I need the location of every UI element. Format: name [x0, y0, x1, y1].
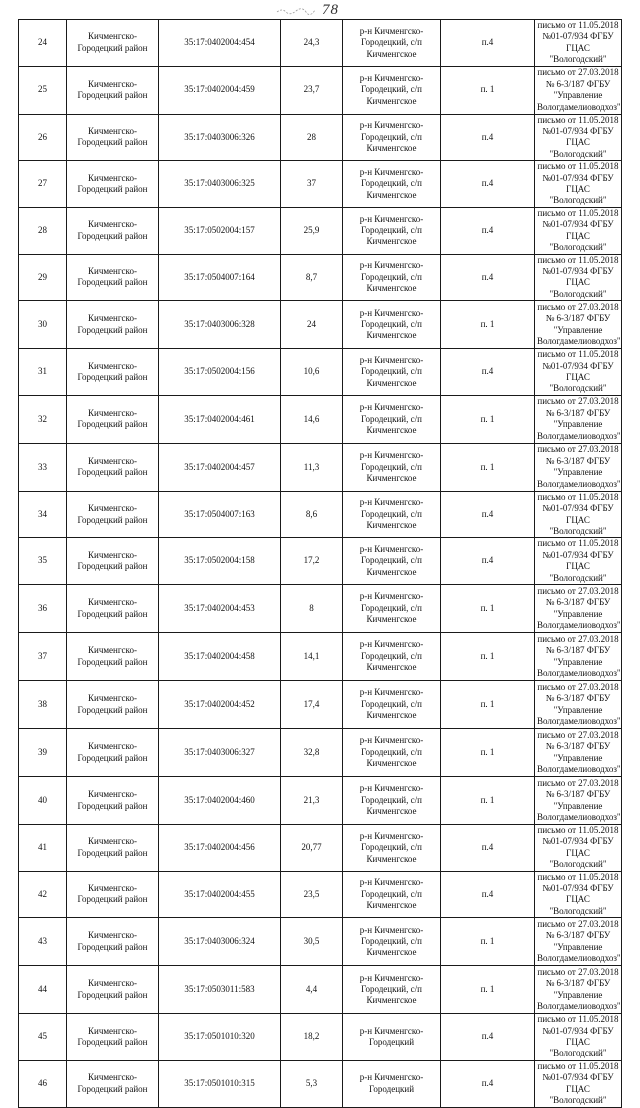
criterion-point: п.4	[441, 491, 535, 538]
criterion-point: п. 1	[441, 777, 535, 825]
row-number: 39	[19, 729, 67, 777]
district-name: Кичменгско-Городецкий район	[67, 20, 159, 67]
district-name: Кичменгско-Городецкий район	[67, 918, 159, 966]
plot-location: р-н Кичменгско-Городецкий, с/п Кичменгское	[343, 871, 441, 918]
plot-area: 23,5	[281, 871, 343, 918]
criterion-point: п.4	[441, 871, 535, 918]
basis-letter: письмо от 27.03.2018 № 6-3/187 ФГБУ "Управление Вологдамелиоводхоз"	[535, 966, 622, 1014]
cadastral-number: 35:17:0502004:157	[159, 207, 281, 254]
plot-location: р-н Кичменгско-Городецкий, с/п Кичменгское	[343, 207, 441, 254]
plot-location: р-н Кичменгско-Городецкий, с/п Кичменгское	[343, 585, 441, 633]
cadastral-number: 35:17:0402004:455	[159, 871, 281, 918]
row-number: 33	[19, 443, 67, 491]
district-name: Кичменгско-Городецкий район	[67, 729, 159, 777]
cadastral-number: 35:17:0502004:158	[159, 538, 281, 585]
table-row	[19, 443, 622, 491]
table-row	[19, 301, 622, 349]
district-name: Кичменгско-Городецкий район	[67, 66, 159, 114]
plot-location: р-н Кичменгско-Городецкий	[343, 1014, 441, 1061]
cadastral-number: 35:17:0402004:456	[159, 825, 281, 872]
plot-area: 37	[281, 161, 343, 208]
district-name: Кичменгско-Городецкий район	[67, 538, 159, 585]
table-row	[19, 491, 622, 538]
plot-location: р-н Кичменгско-Городецкий, с/п Кичменгское	[343, 681, 441, 729]
cadastral-number: 35:17:0504007:163	[159, 491, 281, 538]
district-name: Кичменгско-Городецкий район	[67, 207, 159, 254]
basis-letter: письмо от 27.03.2018 № 6-3/187 ФГБУ "Управление Вологдамелиоводхоз"	[535, 585, 622, 633]
district-name: Кичменгско-Городецкий район	[67, 966, 159, 1014]
plot-area: 21,3	[281, 777, 343, 825]
basis-letter: письмо от 27.03.2018 № 6-3/187 ФГБУ "Управление Вологдамелиоводхоз"	[535, 777, 622, 825]
plot-location: р-н Кичменгско-Городецкий, с/п Кичменгское	[343, 491, 441, 538]
plot-area: 14,1	[281, 633, 343, 681]
plot-location: р-н Кичменгско-Городецкий, с/п Кичменгское	[343, 349, 441, 396]
land-plot-table	[18, 19, 622, 1108]
table-row	[19, 585, 622, 633]
table-row	[19, 254, 622, 301]
basis-letter: письмо от 11.05.2018 №01-07/934 ФГБУ ГЦАС "Вологодский"	[535, 254, 622, 301]
cadastral-number: 35:17:0503011:583	[159, 966, 281, 1014]
plot-area: 28	[281, 114, 343, 161]
basis-letter: письмо от 11.05.2018 №01-07/934 ФГБУ ГЦАС "Вологодский"	[535, 20, 622, 67]
cadastral-number: 35:17:0402004:458	[159, 633, 281, 681]
row-number: 35	[19, 538, 67, 585]
plot-area: 4,4	[281, 966, 343, 1014]
district-name: Кичменгско-Городецкий район	[67, 254, 159, 301]
cadastral-number: 35:17:0402004:460	[159, 777, 281, 825]
table-row	[19, 114, 622, 161]
cadastral-number: 35:17:0402004:461	[159, 395, 281, 443]
table-row	[19, 538, 622, 585]
district-name: Кичменгско-Городецкий район	[67, 777, 159, 825]
cadastral-number: 35:17:0501010:320	[159, 1014, 281, 1061]
criterion-point: п. 1	[441, 443, 535, 491]
basis-letter: письмо от 11.05.2018 №01-07/934 ФГБУ ГЦАС "Вологодский"	[535, 207, 622, 254]
plot-area: 17,2	[281, 538, 343, 585]
plot-location: р-н Кичменгско-Городецкий, с/п Кичменгское	[343, 825, 441, 872]
row-number: 36	[19, 585, 67, 633]
table-row	[19, 395, 622, 443]
criterion-point: п.4	[441, 207, 535, 254]
plot-location: р-н Кичменгско-Городецкий, с/п Кичменгское	[343, 114, 441, 161]
plot-area: 8,7	[281, 254, 343, 301]
table-row	[19, 66, 622, 114]
basis-letter: письмо от 27.03.2018 № 6-3/187 ФГБУ "Управление Вологдамелиоводхоз"	[535, 395, 622, 443]
row-number: 25	[19, 66, 67, 114]
criterion-point: п. 1	[441, 966, 535, 1014]
district-name: Кичменгско-Городецкий район	[67, 825, 159, 872]
row-number: 29	[19, 254, 67, 301]
row-number: 30	[19, 301, 67, 349]
plot-area: 30,5	[281, 918, 343, 966]
plot-location: р-н Кичменгско-Городецкий, с/п Кичменгское	[343, 777, 441, 825]
district-name: Кичменгско-Городецкий район	[67, 871, 159, 918]
plot-area: 17,4	[281, 681, 343, 729]
basis-letter: письмо от 11.05.2018 №01-07/934 ФГБУ ГЦАС "Вологодский"	[535, 825, 622, 872]
district-name: Кичменгско-Городецкий район	[67, 491, 159, 538]
row-number: 37	[19, 633, 67, 681]
district-name: Кичменгско-Городецкий район	[67, 1014, 159, 1061]
row-number: 34	[19, 491, 67, 538]
cadastral-number: 35:17:0403006:327	[159, 729, 281, 777]
criterion-point: п. 1	[441, 585, 535, 633]
plot-area: 10,6	[281, 349, 343, 396]
cadastral-number: 35:17:0502004:156	[159, 349, 281, 396]
district-name: Кичменгско-Городецкий район	[67, 443, 159, 491]
plot-area: 25,9	[281, 207, 343, 254]
plot-location: р-н Кичменгско-Городецкий, с/п Кичменгское	[343, 254, 441, 301]
plot-area: 32,8	[281, 729, 343, 777]
cadastral-number: 35:17:0402004:459	[159, 66, 281, 114]
row-number: 32	[19, 395, 67, 443]
table-row	[19, 681, 622, 729]
cadastral-number: 35:17:0504007:164	[159, 254, 281, 301]
table-row	[19, 966, 622, 1014]
plot-location: р-н Кичменгско-Городецкий, с/п Кичменгское	[343, 918, 441, 966]
plot-area: 18,2	[281, 1014, 343, 1061]
basis-letter: письмо от 27.03.2018 № 6-3/187 ФГБУ "Управление Вологдамелиоводхоз"	[535, 66, 622, 114]
district-name: Кичменгско-Городецкий район	[67, 633, 159, 681]
criterion-point: п. 1	[441, 301, 535, 349]
plot-area: 23,7	[281, 66, 343, 114]
table-row	[19, 871, 622, 918]
criterion-point: п.4	[441, 1060, 535, 1107]
criterion-point: п. 1	[441, 633, 535, 681]
table-row	[19, 161, 622, 208]
criterion-point: п.4	[441, 254, 535, 301]
criterion-point: п. 1	[441, 918, 535, 966]
table-body	[19, 20, 622, 1108]
cadastral-number: 35:17:0403006:325	[159, 161, 281, 208]
row-number: 26	[19, 114, 67, 161]
plot-area: 24	[281, 301, 343, 349]
basis-letter: письмо от 11.05.2018 №01-07/934 ФГБУ ГЦАС "Вологодский"	[535, 538, 622, 585]
row-number: 24	[19, 20, 67, 67]
basis-letter: письмо от 11.05.2018 №01-07/934 ФГБУ ГЦАС "Вологодский"	[535, 1014, 622, 1061]
plot-location: р-н Кичменгско-Городецкий, с/п Кичменгское	[343, 538, 441, 585]
district-name: Кичменгско-Городецкий район	[67, 301, 159, 349]
basis-letter: письмо от 11.05.2018 №01-07/934 ФГБУ ГЦАС "Вологодский"	[535, 161, 622, 208]
basis-letter: письмо от 27.03.2018 № 6-3/187 ФГБУ "Управление Вологдамелиоводхоз"	[535, 729, 622, 777]
plot-area: 8	[281, 585, 343, 633]
row-number: 28	[19, 207, 67, 254]
row-number: 40	[19, 777, 67, 825]
cadastral-number: 35:17:0402004:453	[159, 585, 281, 633]
criterion-point: п.4	[441, 161, 535, 208]
table-row	[19, 1014, 622, 1061]
table-row	[19, 349, 622, 396]
criterion-point: п. 1	[441, 681, 535, 729]
pencil-scribble-icon	[276, 6, 316, 16]
row-number: 42	[19, 871, 67, 918]
table-row	[19, 1060, 622, 1107]
table-row	[19, 825, 622, 872]
row-number: 27	[19, 161, 67, 208]
row-number: 43	[19, 918, 67, 966]
plot-location: р-н Кичменгско-Городецкий, с/п Кичменгское	[343, 161, 441, 208]
plot-area: 5,3	[281, 1060, 343, 1107]
district-name: Кичменгско-Городецкий район	[67, 1060, 159, 1107]
basis-letter: письмо от 11.05.2018 №01-07/934 ФГБУ ГЦАС "Вологодский"	[535, 491, 622, 538]
criterion-point: п.4	[441, 538, 535, 585]
plot-location: р-н Кичменгско-Городецкий	[343, 1060, 441, 1107]
plot-location: р-н Кичменгско-Городецкий, с/п Кичменгское	[343, 633, 441, 681]
plot-area: 11,3	[281, 443, 343, 491]
plot-location: р-н Кичменгско-Городецкий, с/п Кичменгское	[343, 20, 441, 67]
criterion-point: п.4	[441, 1014, 535, 1061]
table-row	[19, 633, 622, 681]
district-name: Кичменгско-Городецкий район	[67, 395, 159, 443]
basis-letter: письмо от 27.03.2018 № 6-3/187 ФГБУ "Управление Вологдамелиоводхоз"	[535, 301, 622, 349]
plot-area: 24,3	[281, 20, 343, 67]
table-row	[19, 20, 622, 67]
cadastral-number: 35:17:0402004:457	[159, 443, 281, 491]
cadastral-number: 35:17:0402004:452	[159, 681, 281, 729]
plot-location: р-н Кичменгско-Городецкий, с/п Кичменгское	[343, 66, 441, 114]
row-number: 31	[19, 349, 67, 396]
basis-letter: письмо от 11.05.2018 №01-07/934 ФГБУ ГЦАС "Вологодский"	[535, 349, 622, 396]
district-name: Кичменгско-Городецкий район	[67, 681, 159, 729]
cadastral-number: 35:17:0501010:315	[159, 1060, 281, 1107]
plot-area: 8,6	[281, 491, 343, 538]
criterion-point: п.4	[441, 114, 535, 161]
plot-location: р-н Кичменгско-Городецкий, с/п Кичменгское	[343, 443, 441, 491]
plot-area: 20,77	[281, 825, 343, 872]
plot-area: 14,6	[281, 395, 343, 443]
criterion-point: п.4	[441, 349, 535, 396]
criterion-point: п. 1	[441, 395, 535, 443]
basis-letter: письмо от 11.05.2018 №01-07/934 ФГБУ ГЦАС "Вологодский"	[535, 871, 622, 918]
cadastral-number: 35:17:0402004:454	[159, 20, 281, 67]
basis-letter: письмо от 27.03.2018 № 6-3/187 ФГБУ "Управление Вологдамелиоводхоз"	[535, 633, 622, 681]
table-row	[19, 207, 622, 254]
basis-letter: письмо от 27.03.2018 № 6-3/187 ФГБУ "Управление Вологдамелиоводхоз"	[535, 443, 622, 491]
table-row	[19, 729, 622, 777]
basis-letter: письмо от 11.05.2018 №01-07/934 ФГБУ ГЦАС "Вологодский"	[535, 1060, 622, 1107]
criterion-point: п.4	[441, 825, 535, 872]
district-name: Кичменгско-Городецкий район	[67, 349, 159, 396]
basis-letter: письмо от 27.03.2018 № 6-3/187 ФГБУ "Управление Вологдамелиоводхоз"	[535, 681, 622, 729]
district-name: Кичменгско-Городецкий район	[67, 161, 159, 208]
table-row	[19, 918, 622, 966]
basis-letter: письмо от 27.03.2018 № 6-3/187 ФГБУ "Управление Вологдамелиоводхоз"	[535, 918, 622, 966]
cadastral-number: 35:17:0403006:326	[159, 114, 281, 161]
row-number: 45	[19, 1014, 67, 1061]
cadastral-number: 35:17:0403006:328	[159, 301, 281, 349]
district-name: Кичменгско-Городецкий район	[67, 585, 159, 633]
plot-location: р-н Кичменгско-Городецкий, с/п Кичменгское	[343, 966, 441, 1014]
cadastral-number: 35:17:0403006:324	[159, 918, 281, 966]
row-number: 38	[19, 681, 67, 729]
plot-location: р-н Кичменгско-Городецкий, с/п Кичменгское	[343, 395, 441, 443]
plot-location: р-н Кичменгско-Городецкий, с/п Кичменгское	[343, 301, 441, 349]
row-number: 41	[19, 825, 67, 872]
row-number: 46	[19, 1060, 67, 1107]
basis-letter: письмо от 11.05.2018 №01-07/934 ФГБУ ГЦАС "Вологодский"	[535, 114, 622, 161]
district-name: Кичменгско-Городецкий район	[67, 114, 159, 161]
table-row	[19, 777, 622, 825]
plot-location: р-н Кичменгско-Городецкий, с/п Кичменгское	[343, 729, 441, 777]
criterion-point: п.4	[441, 20, 535, 67]
criterion-point: п. 1	[441, 729, 535, 777]
row-number: 44	[19, 966, 67, 1014]
criterion-point: п. 1	[441, 66, 535, 114]
page-number-mark: 78	[322, 2, 339, 18]
